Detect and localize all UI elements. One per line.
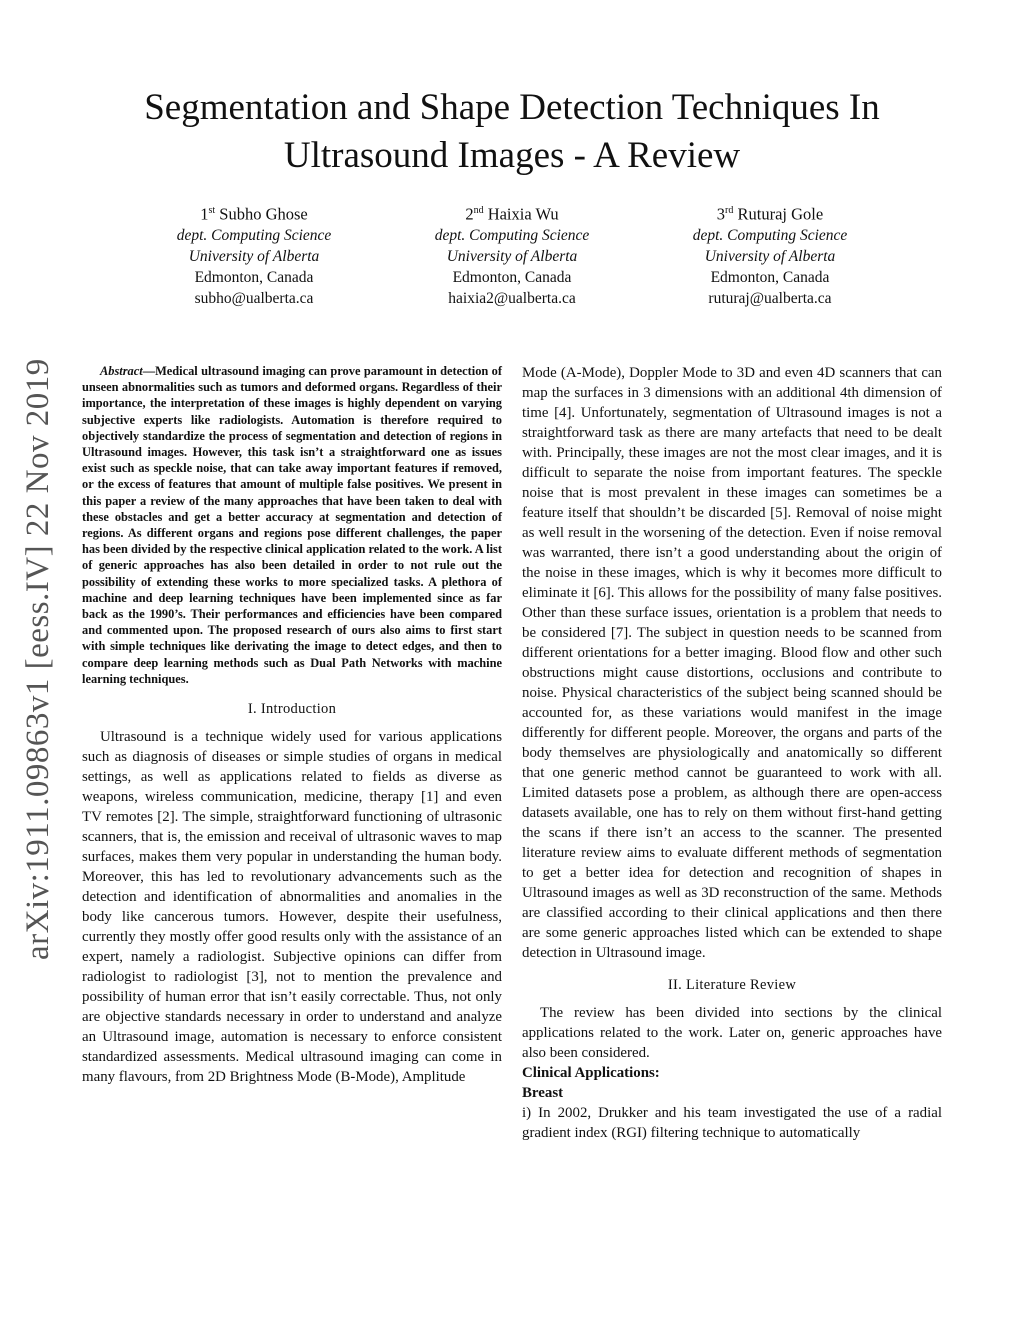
author-univ: University of Alberta	[188, 247, 320, 265]
author-dept: dept. Computing Science	[176, 226, 332, 244]
author-dept: dept. Computing Science	[692, 226, 848, 244]
author-city: Edmonton, Canada	[452, 268, 572, 286]
abstract-label: Abstract	[100, 364, 143, 378]
subheading-clinical-applications: Clinical Applications:	[522, 1065, 660, 1081]
author-email: subho@ualberta.ca	[194, 289, 314, 307]
author-city: Edmonton, Canada	[710, 268, 830, 286]
author-block-2	[382, 200, 642, 309]
abstract: Abstract—Medical ultrasound imaging can prove paramount in detection of unseen abnormalities such as tumors and deformed organs. Regardless of their importance, the interpretation of these images is highly dependent on varying subjective experts like radiologists. Automation is therefore required to objectively standardize the process of segmentation and detection of regions in Ultrasound images. However, this task isn’t a straightforward one as issues exist such as speckle noise, that can take away important features if removed, or the excess of features that amount of multiple false positives. We present in this paper a review of the many approaches that have been taken to deal with these obstacles and get a better accuracy at segmentation and detection of regions. As different organs and regions pose different challenges, the paper has been divided by the respective clinical application related to the work. A list of generic approaches has also been detailed in order to not rule out the possibility of extending these works to more specialized tasks. A plethora of machine and deep learning techniques have been implemented since as far back as the 1990’s. Their performances and efficiencies have been compared and commented upon. The proposed research of ours also aims to first start with simple techniques like derivating the image to detect edges, and then to compare deep learning methods such as Dual Path Networks with machine learning techniques.	[82, 364, 502, 686]
author-city: Edmonton, Canada	[194, 268, 314, 286]
author-univ: University of Alberta	[704, 247, 836, 265]
author-name: 2nd Haixia Wu	[465, 204, 559, 224]
author-univ: University of Alberta	[446, 247, 578, 265]
abstract-text: Medical ultrasound imaging can prove paramount in detection of unseen abnormalities such as tumors and deformed organs. Regardless of their importance, the interpretation of these images is highly dependent on varying subjective experts like radiologists. Automation is therefore required to objectively standardize the process of segmentation and detection of regions in Ultrasound images. However, this task isn’t a straightforward one as issues exist such as speckle noise, that can take away important features if removed, or the excess of features that amount of multiple false positives. We present in this paper a review of the many approaches that have been taken to deal with these obstacles and get a better accuracy at segmentation and detection of regions. As different organs and regions pose different challenges, the paper has been divided by the respective clinical application related to the work. A list of generic approaches has also been detailed in order to not rule out the possibility of extending these works to more specialized tasks. A plethora of machine and deep learning techniques have been implemented since as far back as the 1990’s. Their performances and efficiencies have been compared and commented upon. The proposed research of ours also aims to first start with simple techniques like derivating the image to detect edges, and then to compare deep learning methods such as Dual Path Networks with machine learning techniques.	[82, 364, 502, 686]
intro-paragraph: Ultrasound is a technique widely used for various applications such as diagnosis of diseases or simple studies of organs in medical settings, as well as applications related to fields as diverse as weapons, wireless communication, medicine, therapy [1] and even TV remotes [2]. The simple, straightforward functioning of ultrasonic scanners, that is, the emission and receival of ultrasonic waves to map surfaces, makes them very popular in understanding the human body. Moreover, this has led to revolutionary advancements such as the detection and identification of abnormalities and anomalies in the body like cancerous tumors. However, despite their usefulness, currently they mostly offer good results only with the assistance of an expert, namely a radiologist. Subjective opinions can differ from radiologist to radiologist [3], not to mention the prevalence and possibility of human error that isn’t easily correctable. Thus, not only are objective standards necessary in order to understand and analyze an Ultrasound image, automation is necessary to enforce consistent standardized assessments. Medical ultrasound imaging can come in many flavours, from 2D Brightness Mode (B-Mode), Amplitude	[82, 729, 502, 1086]
arxiv-identifier: arXiv:1911.09863v1 [eess.IV] 22 Nov 2019	[20, 358, 56, 960]
intro-paragraph-continued: Mode (A-Mode), Doppler Mode to 3D and even 4D scanners that can map the surfaces in 3 dimensions with an additional 4th dimension of time [4]. Unfortunately, segmentation of Ultrasound images is not a straightforward task as there are many artefacts that need to be dealt with. Principally, these images are not the most clear images, and it is difficult to separate the noise from important features. The speckle noise that is most prevalent in these images can sometimes be a feature itself that shouldn’t be discarded [5]. Removal of noise might as well result in the worsening of the detection. Even if noise removal was warranted, there isn’t a good understanding about the origin of the noise in these images, which is why it becomes more difficult to eliminate it [6]. This allows for the possibility of many false positives. Other than these surface issues, orientation is a problem that needs to be considered [7]. The subject in question needs to be scanned from different orientations for a better imaging. Blood flow and other such obstructions might cause distortions, occlusions and contribute to noise. Physical characteristics of the subject being scanned should be accounted for, as these variations would manifest in the image differently for different people. Moreover, the organs and parts of the body themselves are physiologically and anatomically so different that one generic method cannot be guaranteed to work with all. Limited datasets pose a problem, as although there are open-access datasets available, one has to rely on them without first-hand getting the scans if there isn’t an access to the scanner. The presented literature review aims to evaluate different methods of segmentation to get a better idea for detection and recognition of shapes in Ultrasound images as well as 3D reconstruction of the same. Methods are classified according to their clinical applications and then there are some generic approaches listed which can be extended to shape detection in Ultrasound image.	[522, 365, 942, 961]
literature-review-paragraph: The review has been divided into sections by the clinical applications related to the work. Later on, generic approaches have also been considered.	[522, 1005, 942, 1061]
author-name: 3rd Ruturaj Gole	[716, 204, 824, 224]
author-dept: dept. Computing Science	[434, 226, 590, 244]
subheading-breast: Breast	[522, 1085, 564, 1101]
author-block-1	[124, 200, 384, 309]
author-email: haixia2@ualberta.ca	[448, 289, 576, 307]
author-block-3	[640, 200, 900, 309]
section-heading-literature-review: II. Literature Review	[667, 977, 797, 993]
right-column	[522, 363, 942, 1143]
breast-item-1: i) In 2002, Drukker and his team investigated the use of a radial gradient index (RGI) filtering technique to automatically	[522, 1105, 942, 1141]
section-heading-introduction: I. Introduction	[247, 701, 337, 718]
left-column	[82, 363, 502, 1087]
author-name: 1st Subho Ghose	[200, 204, 308, 224]
author-email: ruturaj@ualberta.ca	[708, 289, 832, 307]
paper-title: Segmentation and Shape Detection Techniques In Ultrasound Images - A Review	[144, 87, 880, 176]
